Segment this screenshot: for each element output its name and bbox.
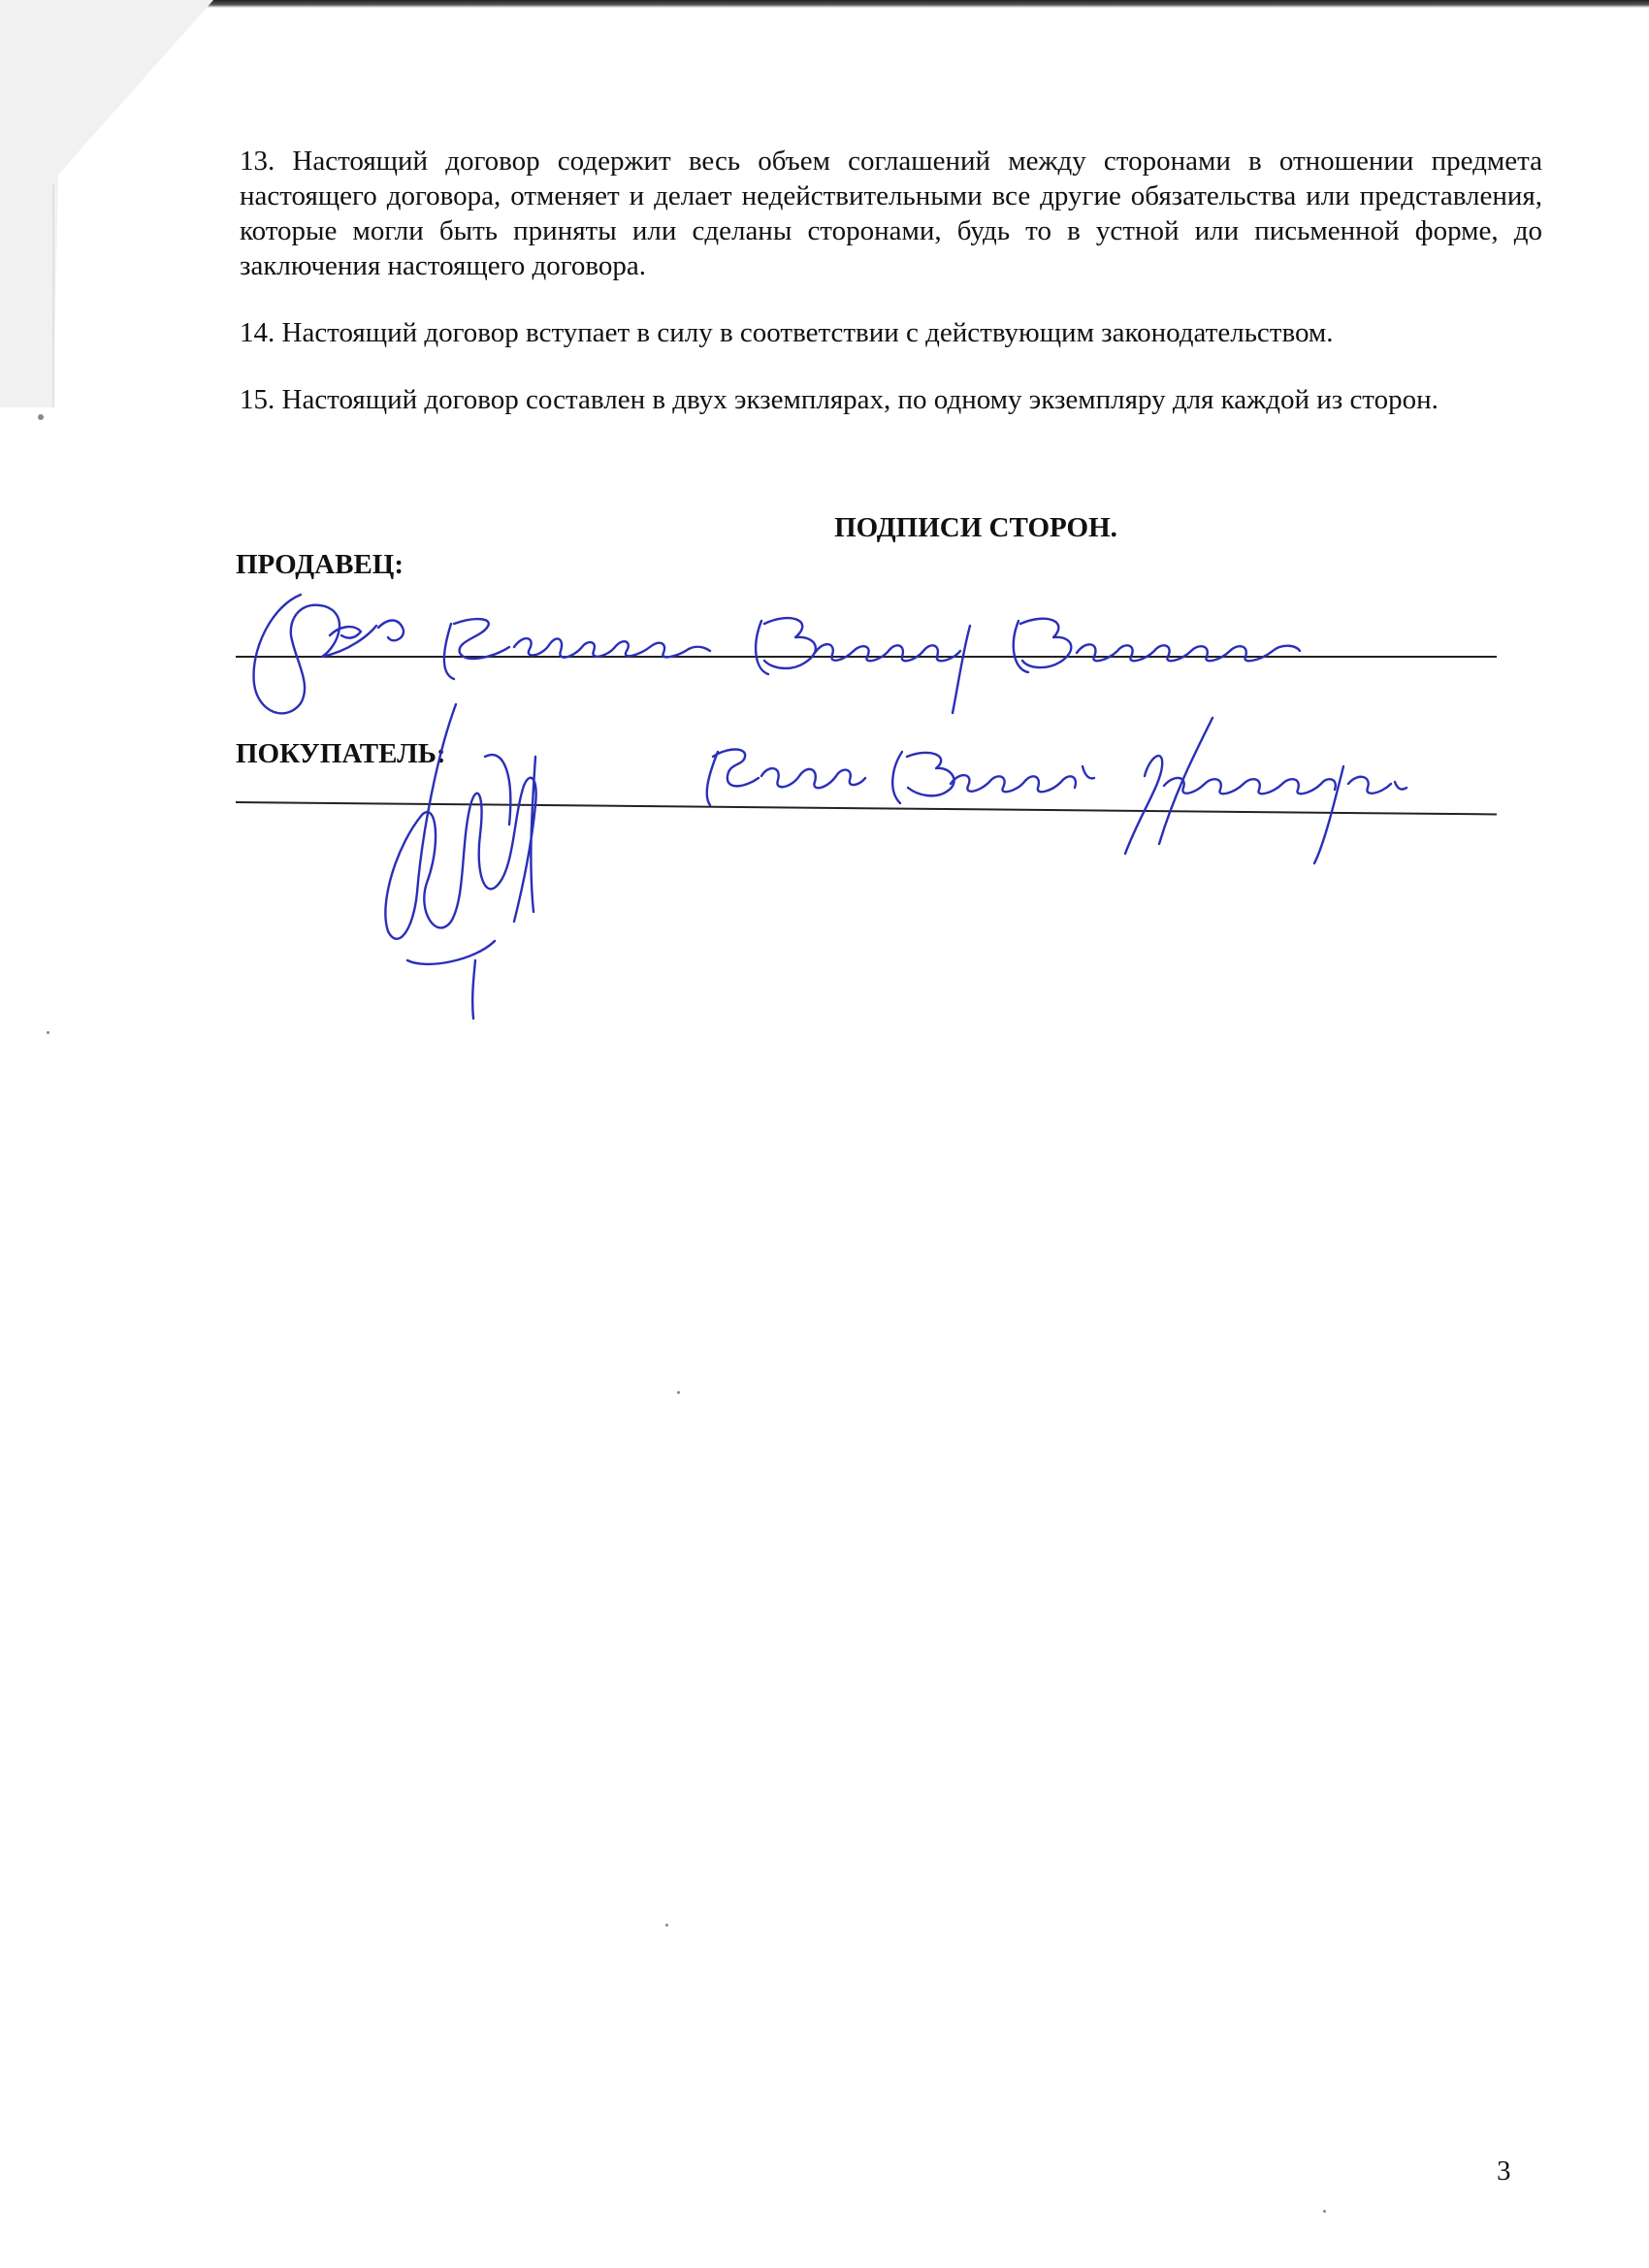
page-number: 3 (1497, 2155, 1511, 2187)
scan-edge (0, 0, 1649, 8)
clause-15: 15. Настоящий договор составлен в двух экземплярах, по одному экземпляру для каждой из сторон. (240, 384, 1439, 415)
signatures-heading: ПОДПИСИ СТОРОН. (834, 512, 1117, 543)
scan-speck (1323, 2210, 1326, 2213)
scan-speck (677, 1391, 680, 1394)
seller-label: ПРОДАВЕЦ: (236, 549, 404, 580)
buyer-label: ПОКУПАТЕЛЬ: (236, 738, 446, 769)
document-page (236, 144, 1542, 769)
clause-13: 13. Настоящий договор содержит весь объем соглашений между сторонами в отношении предмета настоящего договора, отменяет и делает недействительными все другие обязательства или представления, которые могли быть приняты или сделаны сторонами, будь то в устной или письменной форме, до заключения настоящего договора. (240, 146, 1542, 281)
scan-corner-shadow (0, 0, 223, 407)
clause-14: 14. Настоящий договор вступает в силу в соответствии с действующим законодательством. (240, 317, 1334, 348)
scan-speck (665, 1924, 668, 1927)
buyer-signature (369, 698, 1552, 1028)
scan-speck (47, 1031, 49, 1034)
scan-speck (38, 414, 44, 420)
